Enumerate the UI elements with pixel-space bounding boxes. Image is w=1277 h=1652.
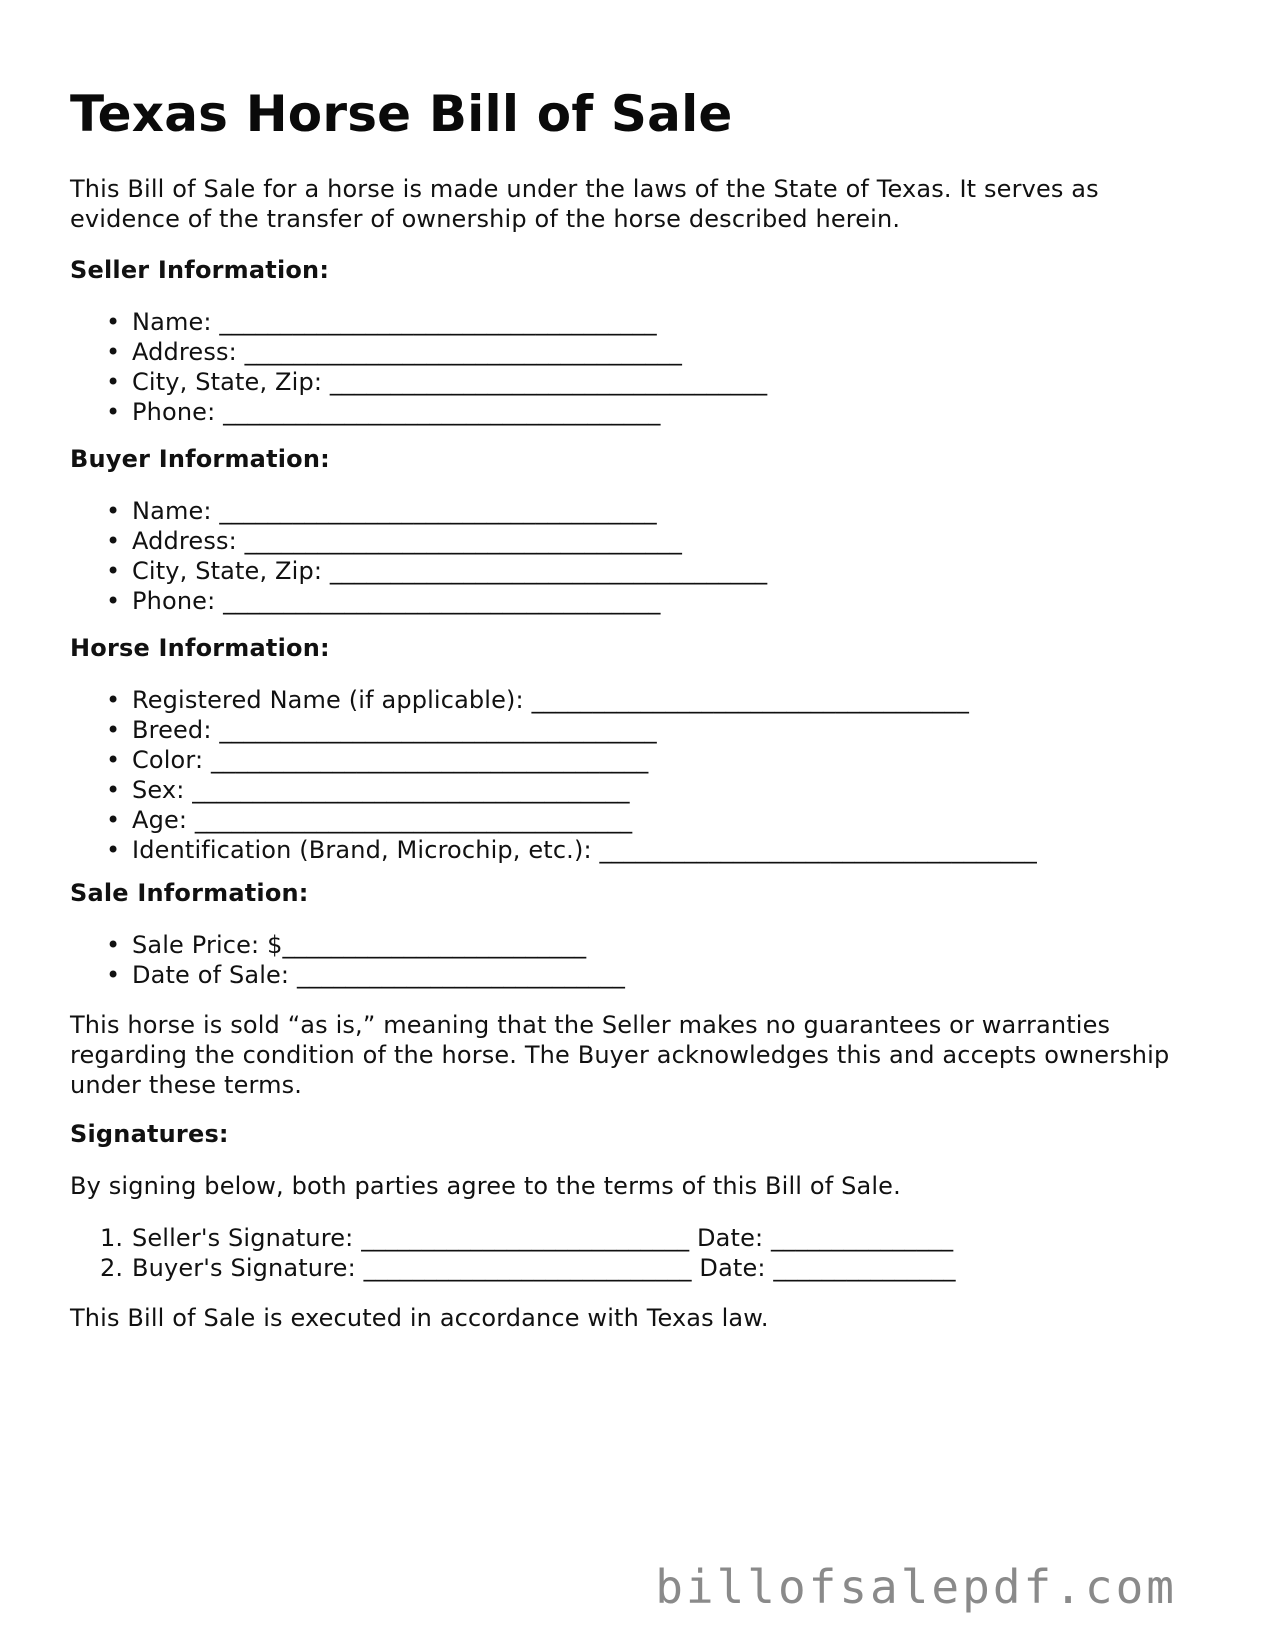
horse-sex-field[interactable]: • Sex: ____________________________________	[106, 776, 630, 804]
signature-lines-list	[70, 1223, 956, 1283]
bullet-icon: •	[106, 368, 121, 396]
buyer-address-field[interactable]: • Address: ____________________________________	[106, 527, 683, 555]
buyer-date-field[interactable]: _______________	[773, 1254, 956, 1282]
horse-registered-name-field[interactable]: • Registered Name (if applicable): ____________________________________	[106, 686, 969, 714]
signatures-statement: By signing below, both parties agree to the terms of this Bill of Sale.	[70, 1172, 901, 1200]
seller-name-field[interactable]: • Name: ____________________________________	[106, 308, 657, 336]
buyer-signature-line[interactable]: 2. Buyer's Signature: ___________________________ Date: _______________	[100, 1254, 956, 1282]
bullet-icon: •	[106, 746, 121, 774]
horse-identification-field[interactable]: • Identification (Brand, Microchip, etc.): ____________________________________	[106, 836, 1037, 864]
seller-signature-line[interactable]: 1. Seller's Signature: ___________________________ Date: _______________	[100, 1224, 954, 1252]
watermark-text: billofsalepdf.com	[655, 1560, 1177, 1614]
sale-price-field[interactable]: • Sale Price: $_________________________	[106, 931, 587, 959]
bullet-icon: •	[106, 806, 121, 834]
buyer-city-state-zip-field[interactable]: • City, State, Zip: ____________________________________	[106, 557, 768, 585]
seller-date-field[interactable]: _______________	[771, 1224, 954, 1252]
horse-fields-list	[70, 685, 1037, 865]
sale-date-field[interactable]: • Date of Sale: ___________________________	[106, 961, 626, 989]
bullet-icon: •	[106, 776, 121, 804]
bullet-icon: •	[106, 308, 121, 336]
bullet-icon: •	[106, 686, 121, 714]
bullet-icon: •	[106, 931, 121, 959]
horse-age-field[interactable]: • Age: ____________________________________	[106, 806, 633, 834]
bullet-icon: •	[106, 836, 121, 864]
seller-heading: Seller Information:	[70, 256, 330, 284]
horse-color-field[interactable]: • Color: ____________________________________	[106, 746, 649, 774]
horse-breed-field[interactable]: • Breed: ____________________________________	[106, 716, 657, 744]
bullet-icon: •	[106, 338, 121, 366]
bullet-icon: •	[106, 961, 121, 989]
sale-fields-list	[70, 930, 625, 990]
horse-heading: Horse Information:	[70, 634, 330, 662]
intro-paragraph: This Bill of Sale for a horse is made under the laws of the State of Texas. It serves as evidence of the transfer of ownership of the horse described herein.	[70, 175, 1099, 233]
seller-phone-field[interactable]: • Phone: ____________________________________	[106, 398, 661, 426]
buyer-heading: Buyer Information:	[70, 445, 330, 473]
buyer-phone-field[interactable]: • Phone: ____________________________________	[106, 587, 661, 615]
document-title: Texas Horse Bill of Sale	[70, 85, 733, 143]
bullet-icon: •	[106, 557, 121, 585]
seller-address-field[interactable]: • Address: ____________________________________	[106, 338, 683, 366]
bullet-icon: •	[106, 587, 121, 615]
as-is-paragraph: This horse is sold “as is,” meaning that the Seller makes no guarantees or warranties regarding the condition of the horse. The Buyer acknowledges this and accepts ownership under these terms.	[70, 1011, 1170, 1099]
seller-city-state-zip-field[interactable]: • City, State, Zip: ____________________________________	[106, 368, 768, 396]
bullet-icon: •	[106, 527, 121, 555]
sale-heading: Sale Information:	[70, 879, 309, 907]
signatures-heading: Signatures:	[70, 1120, 229, 1148]
buyer-name-field[interactable]: • Name: ____________________________________	[106, 497, 657, 525]
closing-statement: This Bill of Sale is executed in accordance with Texas law.	[70, 1304, 769, 1332]
seller-fields-list	[70, 307, 767, 427]
bullet-icon: •	[106, 497, 121, 525]
bullet-icon: •	[106, 398, 121, 426]
bullet-icon: •	[106, 716, 121, 744]
buyer-fields-list	[70, 496, 767, 616]
